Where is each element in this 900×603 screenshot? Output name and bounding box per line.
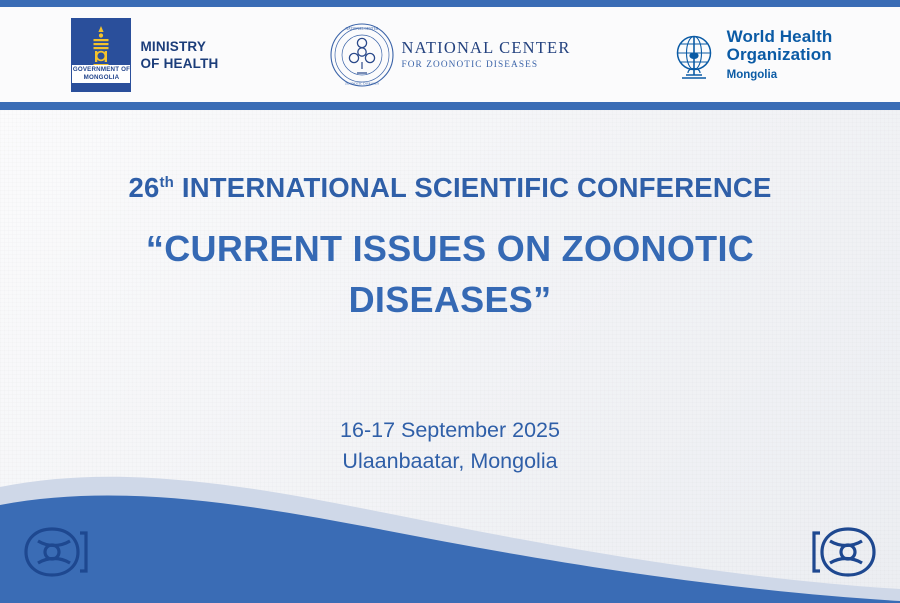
event-location: Ulaanbaatar, Mongolia [342, 449, 558, 473]
conference-ordinal: th [159, 173, 175, 191]
svg-text:NATIONAL CENTER: NATIONAL CENTER [346, 26, 379, 31]
title-block [0, 172, 900, 325]
logo-national-center-zoonotic-diseases [300, 22, 600, 88]
knot-ornament-right-icon [810, 521, 882, 583]
event-date: 16-17 September 2025 [340, 418, 560, 442]
conference-theme: “CURRENT ISSUES ON ZOONOTIC DISEASES” [145, 228, 755, 320]
ministry-of-health-label [140, 38, 218, 72]
header-divider-rule [0, 102, 900, 110]
zoonotic-center-seal-icon [329, 22, 395, 88]
who-emblem-icon [668, 29, 720, 81]
ministry-label-line1: MINISTRY [140, 38, 207, 54]
ministry-label-line2: OF HEALTH [140, 55, 219, 71]
who-title-line2: Organization [726, 44, 832, 64]
svg-text:ZOONOTIC DISEASES: ZOONOTIC DISEASES [345, 81, 380, 85]
logo-header-band [0, 7, 900, 102]
conference-number: 26 [128, 172, 160, 203]
bottom-wave-decoration [0, 443, 900, 603]
logo-world-health-organization [600, 28, 900, 81]
mongolia-state-emblem-icon [71, 18, 131, 92]
ncz-title: NATIONAL CENTER [401, 37, 571, 57]
emblem-caption [72, 65, 130, 82]
conference-label: INTERNATIONAL SCIENTIFIC CONFERENCE [181, 172, 772, 203]
logo-ministry-of-health [0, 18, 300, 92]
emblem-caption-line1: GOVERNMENT OF [72, 66, 131, 74]
conference-heading [0, 172, 900, 204]
slide-body [0, 110, 900, 603]
top-accent-rule [0, 0, 900, 7]
emblem-caption-line2: MONGOLIA [83, 73, 120, 81]
who-country-label: Mongolia [726, 68, 778, 81]
knot-ornament-left-icon [18, 521, 90, 583]
who-title-line1: World Health [726, 26, 833, 46]
ncz-subtitle: FOR ZOONOTIC DISEASES [401, 59, 539, 70]
